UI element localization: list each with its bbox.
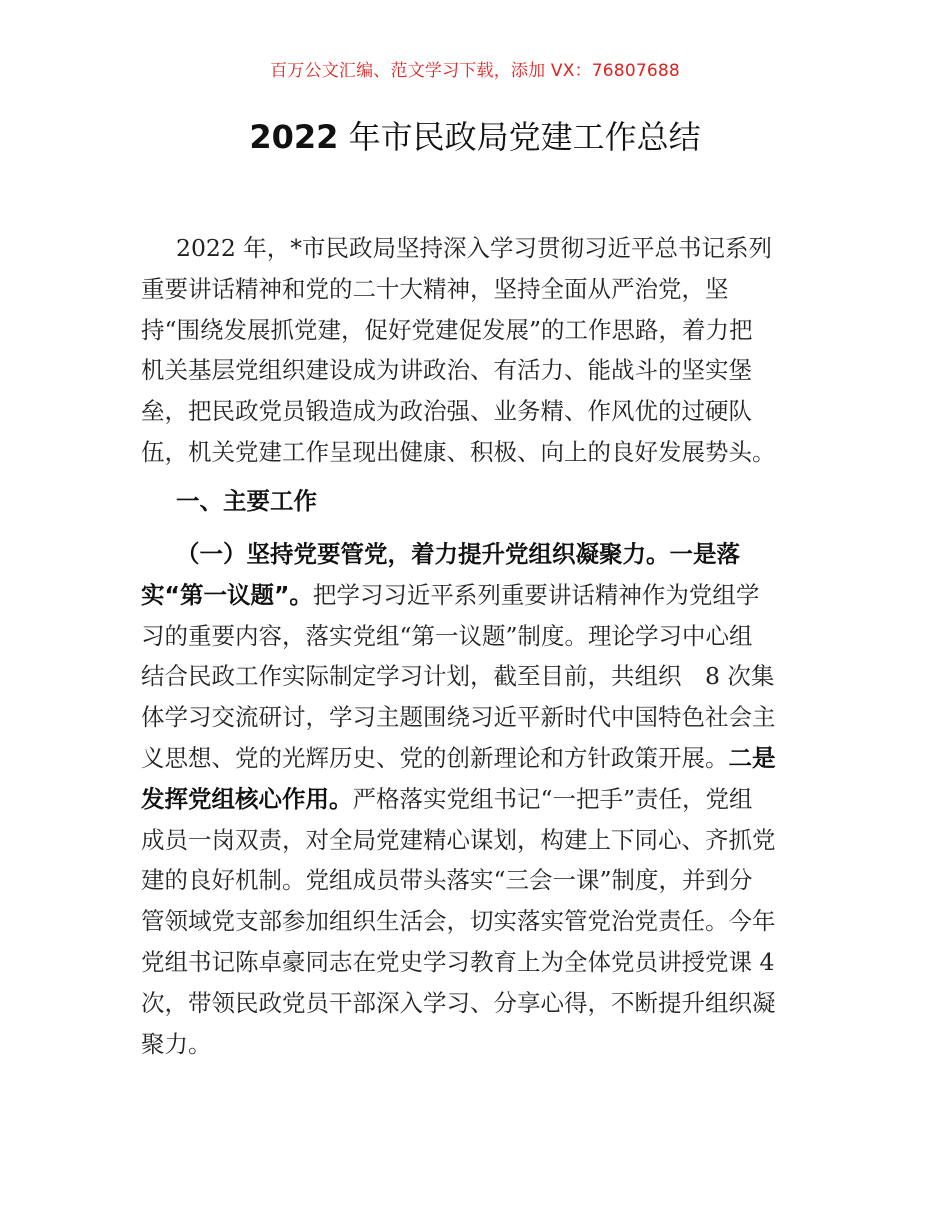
title-text: 年市民政局党建工作总结 — [338, 118, 701, 156]
paragraph-line: 次，带领民政党员干部深入学习、分享心得，不断提升组织凝 — [141, 988, 776, 1017]
bold-lead: 发挥党组核心作用。 — [141, 784, 353, 813]
line-text: 义思想、党的光辉历史、党的创新理论和方针政策开展。 — [141, 743, 729, 772]
line-text: 严格落实党组书记“一把手”责任，党组 — [352, 784, 753, 813]
bold-lead: 实“第一议题”。 — [141, 580, 313, 609]
line-text: 把学习习近平系列重要讲话精神作为党组学 — [312, 580, 760, 609]
paragraph-line: 聚力。 — [141, 1029, 212, 1058]
paragraph-line — [141, 738, 821, 779]
title-year: 2022 — [249, 118, 339, 156]
subsection-1-paragraph — [141, 534, 821, 1064]
paragraph-line — [141, 575, 821, 616]
paragraph-line: 党组书记陈卓豪同志在党史学习教育上为全体党员讲授党课 4 — [141, 947, 775, 976]
section-heading-main-work: 一、主要工作 — [176, 487, 317, 515]
paragraph-line — [141, 779, 821, 820]
paragraph-line: 体学习交流研讨，学习主题围绕习近平新时代中国特色社会主 — [141, 703, 776, 732]
paragraph-line: 伍，机关党建工作呈现出健康、积极、向上的良好发展势头。 — [141, 437, 776, 466]
paragraph-line: 机关基层党组织建设成为讲政治、有活力、能战斗的坚实堡 — [141, 356, 752, 385]
document-title — [0, 112, 950, 158]
intro-paragraph — [141, 228, 821, 473]
paragraph-line: 重要讲话精神和党的二十大精神，坚持全面从严治党，坚 — [141, 274, 729, 303]
paragraph-line: 成员一岗双责，对全局党建精心谋划，构建上下同心、齐抓党 — [141, 825, 776, 854]
paragraph-line: 结合民政工作实际制定学习计划，截至目前，共组织 8 次集 — [141, 662, 775, 691]
paragraph-line: 2022 年，*市民政局坚持深入学习贯彻习近平总书记系列 — [176, 234, 773, 262]
paragraph-line: 持“围绕发展抓党建，促好党建促发展”的工作思路，着力把 — [141, 315, 753, 344]
paragraph-line: 建的良好机制。党组成员带头落实“三会一课”制度，并到分 — [141, 866, 753, 895]
paragraph-line: 管领域党支部参加组织生活会，切实落实管党治党责任。今年 — [141, 907, 776, 936]
paragraph-line: 垒，把民政党员锻造成为政治强、业务精、作风优的过硬队 — [141, 397, 752, 426]
watermark-banner: 百万公文汇编、范文学习下载，添加 VX：76807688 — [270, 61, 680, 81]
subsection-heading: （一）坚持党要管党，着力提升党组织凝聚力。一是落 — [176, 540, 740, 568]
bold-lead: 二是 — [728, 743, 776, 772]
paragraph-line: 习的重要内容，落实党组“第一议题”制度。理论学习中心组 — [141, 621, 753, 650]
